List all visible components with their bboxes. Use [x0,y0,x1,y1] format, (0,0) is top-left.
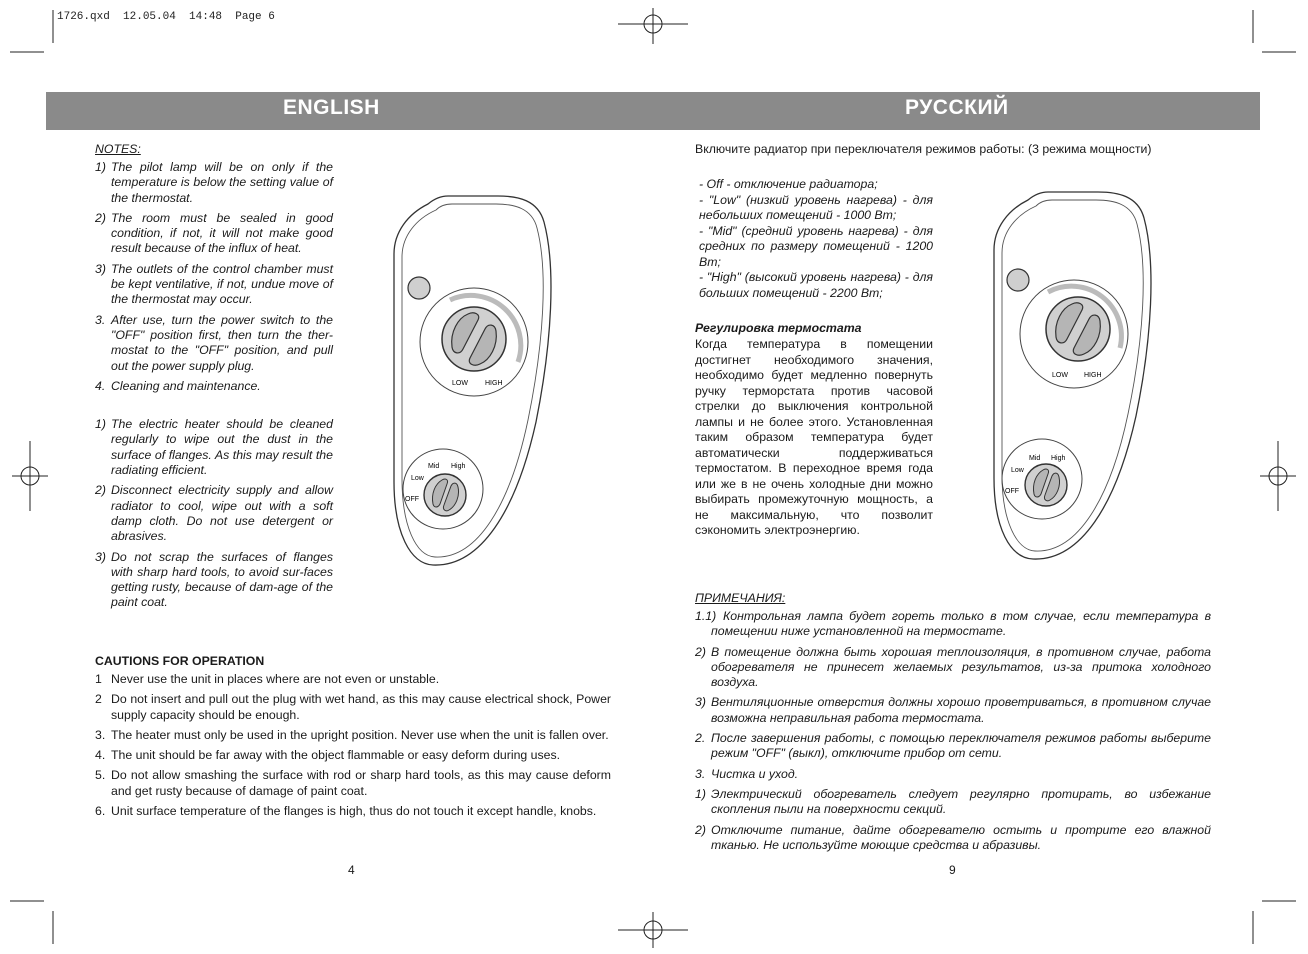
thermostat-text: Когда температура в помещении достигнет необходимого значения, необходимо будет медленно повернуть ручку терморстата против часовой стрелки до выключения контрольной лампы и не более этого. Установленная таким образом температура будет автоматически поддерживаться термостатом. В переходное время года или же в не очень холодные дни можно выбирать промежуточную мощность, а не максимальную, что позволит сэкономить электроэнергию. [695,337,933,537]
svg-text:Low: Low [411,475,424,482]
list-item: 3) Вентиляционные отверстия должны хорошо проветриваться, в противном случае возможна неправильная работа термостата. [695,695,1211,725]
list-item: 3) The outlets of the control chamber must be kept ventilative, if not, undue move of the thermostat may occur. [95,261,333,307]
list-item: 3. The heater must only be used in the upright position. Never use when the unit is fallen over. [95,727,609,742]
list-item: 6. Unit surface temperature of the flanges is high, thus do not touch it except handle, knobs. [95,804,597,819]
cautions-title: CAUTIONS FOR OPERATION [95,654,265,668]
svg-text:LOW: LOW [1052,372,1068,379]
list-item: 2) The room must be sealed in good condition, if not, it will not make good result because of the influx of heat. [95,210,333,256]
list-item: 2) Отключите питание, дайте обогревателю остыть и протрите его влажной тканью. Не используйте моющие средства и абразивы. [695,822,1211,852]
list-item: 1) The pilot lamp will be on only if the temperature is below the setting value of the thermostat. [95,160,333,205]
cautions-section [95,654,611,824]
list-item: 3. After use, turn the power switch to the "OFF" position first, then turn the ther-mostat to the "OFF" position, and pull out the power supply plug. [95,312,333,373]
russian-notes [695,591,1211,858]
svg-text:Mid: Mid [428,463,440,470]
thermostat-title: Регулировка термостата [695,321,862,335]
english-title: ENGLISH [283,96,380,119]
list-item: - "Low" (низкий уровень нагрева) - для небольших помещений - 1000 Вт; [699,192,933,222]
russian-modes [699,177,933,301]
list-item: 2. После завершения работы, с помощью переключателя режимов работы выберите режим "OFF" (выкл), отключите прибор от сети. [695,731,1211,761]
list-item: - "Mid" (средний уровень нагрева) - для средних по размеру помещений - 1200 Вт; [699,223,933,269]
heater-control-diagram [388,192,558,570]
heater-control-diagram [988,188,1158,563]
list-item: 4. Cleaning and maintenance. [95,378,261,393]
list-item: 2) В помещение должна быть хорошая теплоизоляция, в противном случае, работа обогревателя не принесет желаемых результатов, из-за притока холодного воздуха. [695,644,1211,690]
svg-text:HIGH: HIGH [485,380,503,387]
svg-text:OFF: OFF [405,496,419,503]
list-item: 2 Do not insert and pull out the plug with wet hand, as this may cause electrical shock, Power supply capacity should be enough. [95,692,611,722]
pilot-lamp-icon [1007,269,1029,291]
svg-text:HIGH: HIGH [1084,372,1102,379]
list-item: 4. The unit should be far away with the object flammable or easy deform during uses. [95,748,561,763]
list-item: - "High" (высокий уровень нагрева) - для больших помещений - 2200 Вт; [699,270,933,300]
svg-text:Low: Low [1011,467,1024,474]
svg-text:Mid: Mid [1029,455,1041,462]
thermostat-section [695,321,933,539]
page-number-right: 9 [949,863,956,877]
svg-text:LOW: LOW [452,380,468,387]
notes-title: NOTES: [95,142,141,156]
svg-text:High: High [451,463,466,470]
svg-text:High: High [1051,455,1066,462]
list-item: 3. Чистка и уход. [695,766,799,781]
header-band [46,92,1260,130]
list-item: 1 Never use the unit in places where are not even or unstable. [95,672,440,686]
list-item: 2) Disconnect electricity supply and allow radiator to cool, wipe out with a soft damp cloth. Do not use detergent or abrasives. [95,483,333,544]
russian-title: РУССКИЙ [905,96,1009,119]
russian-intro: Включите радиатор при переключателя режимов работы: (3 режима мощности) [695,142,1152,156]
english-notes [95,142,333,616]
list-item: 1.1) Контрольная лампа будет гореть только в том случае, если температура в помещении ниже установленной на термостате. [695,609,1211,639]
list-item: - Off - отключение радиатора; [699,177,878,191]
svg-text:OFF: OFF [1005,488,1019,495]
list-item: 3) Do not scrap the surfaces of flanges with sharp hard tools, to avoid sur-faces getting rusty, because of dam-age of the paint coat. [95,549,333,610]
notes-title: ПРИМЕЧАНИЯ: [695,591,786,605]
list-item: 1) Электрический обогреватель следует регулярно протирать, во избежание скопления пыли на поверхности секций. [695,786,1211,817]
page-number-left: 4 [348,863,355,877]
file-slug: 1726.qxd 12.05.04 14:48 Page 6 [57,11,275,23]
pilot-lamp-icon [408,277,430,299]
list-item: 1) The electric heater should be cleaned regularly to wipe out the dust in the surface of flanges. As this may result the radiating efficient. [95,417,333,478]
list-item: 5. Do not allow smashing the surface with rod or sharp hard tools, as this may cause deform and get rusty because of damage of paint coat. [95,768,611,798]
